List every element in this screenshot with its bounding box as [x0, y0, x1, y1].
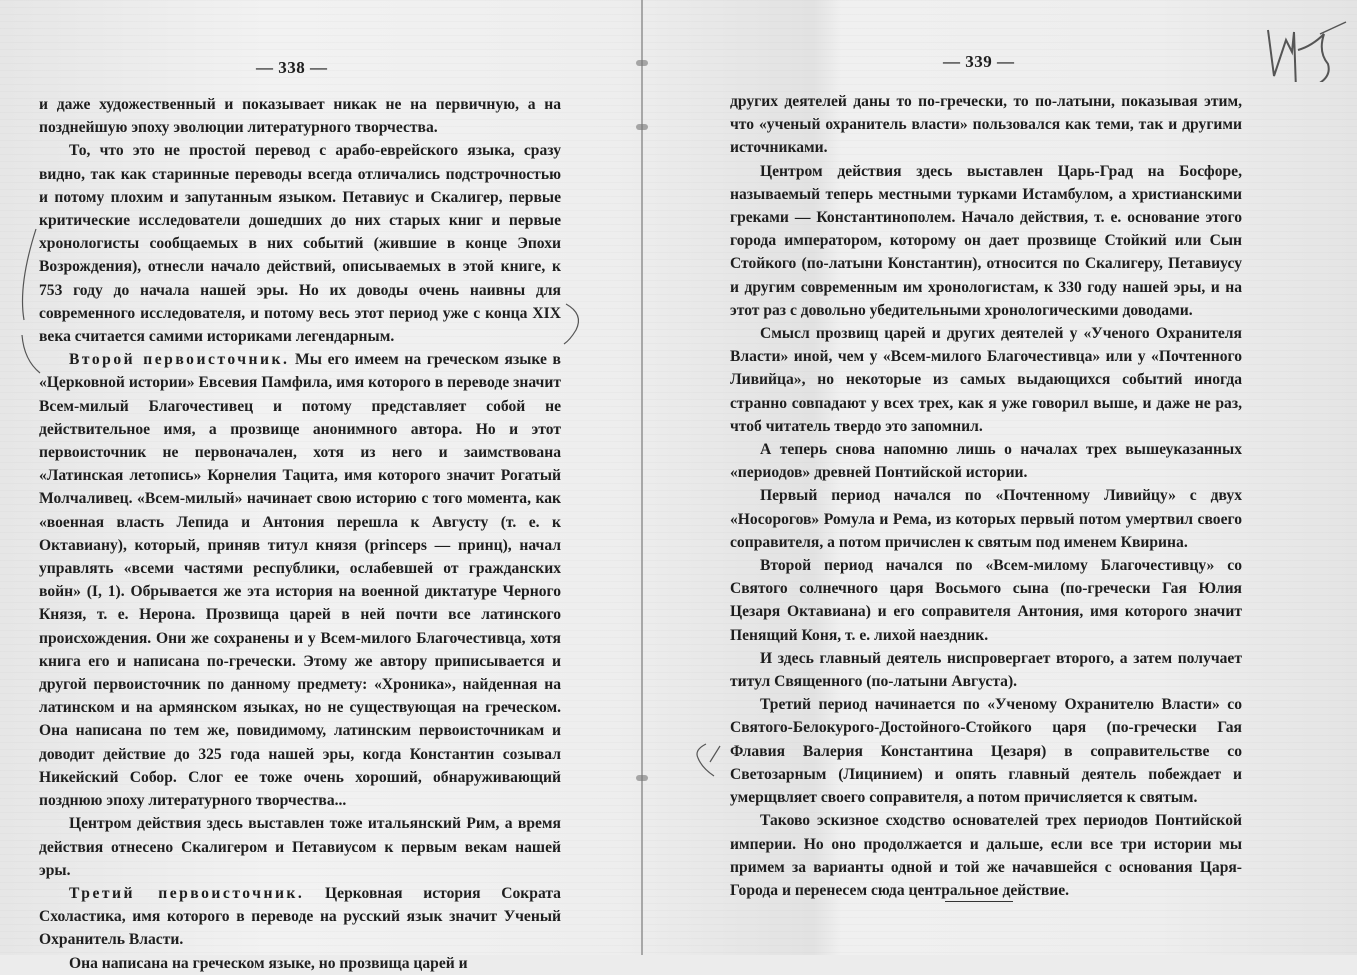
paragraph: Центром действия здесь выставлен Царь-Град на Босфоре, называемый теперь местными турками Истамбулом, а христианскими греками — Константинополем. Начало действия, т. е. основание этого города императором, которому он дает прозвище Стойкий или Сын Стойкого (по-латыни Константин), относится по Скалигеру, Петавиусу и другим современным им хронологистам, к 330 году нашей эры, и на этот раз с довольно убедительными хронологическими доводами.	[730, 162, 1242, 319]
paragraph: и даже художественный и показывает никак не на первичную, а на позднейшую эпоху эволюции литературного творчества.	[39, 96, 561, 137]
right-page	[700, 0, 1357, 955]
end-of-chapter-rule	[945, 901, 1013, 902]
paragraph: А теперь снова напомню лишь о началах трех вышеуказанных «периодов» древней Понтийской истории.	[730, 441, 1242, 482]
paragraph: Она написана на греческом языке, но прозвища царей и	[69, 954, 468, 972]
paragraph: Третий первоисточник. Церковная история Сократа Схоластика, имя которого в переводе на русский язык значит Ученый Охранитель Власти.	[39, 884, 561, 949]
paragraph: Центром действия здесь выставлен тоже итальянский Рим, а время действия отнесено Скалигером и Петавиусом к первым векам нашей эры.	[39, 815, 561, 879]
page-number: — 339 —	[943, 52, 1015, 71]
binding-mark	[636, 60, 648, 66]
paragraph: других деятелей даны то по-гречески, то по-латыни, показывая этим, что «ученый охранитель власти» пользовался как теми, так и другими источниками.	[730, 93, 1242, 157]
pencil-margin-bracket-icon	[562, 300, 592, 350]
paragraph: Первый период начался по «Почтенному Ливийцу» с двух «Носорогов» Ромула и Рема, из которых первый потом умертвил своего соправителя, а потом причислен к святым под именем Квирина.	[730, 487, 1242, 551]
pencil-check-mark-icon	[692, 740, 728, 780]
handwritten-page-number-icon	[1262, 12, 1348, 82]
paragraph: И здесь главный деятель ниспровергает второго, а затем получает титул Священного (по-латыни Августа).	[730, 649, 1242, 691]
paragraph: Третий период начинается по «Ученому Охранителю Власти» со Святого-Белокурого-Достойного-Стойкого царя (по-гречески Гая Флавия Валерия Константина Цезаря) в соправительстве со Светозарным (Лицинием) и опять главный деятель побеждает и умерщвляет своего соправителя, а потом причисляется к святым.	[730, 696, 1242, 807]
paragraph: Смысл прозвищ царей и других деятелей у «Ученого Охранителя Власти» иной, чем у «Всем-милого Благочестивца» или у «Почтенного Ливийца», но некоторые из самых выдающихся событий иногда странно совпадают у всех трех, как я уже говорил выше, и даже не раз, чтоб читатель твердо это запомнил.	[730, 325, 1242, 435]
section-lead: Второй первоисточник.	[69, 351, 290, 369]
page-body	[39, 93, 561, 975]
paragraph: Второй первоисточник. Мы его имеем на греческом языке в «Церковной истории» Евсевия Памфила, имя которого в переводе значит Всем-милый Благочестивец и потому представляет собой не действительное имя, а прозвище анонимного автора. Но и этот первоисточник не первоначален, хотя из него и заимствована «Латинская летопись» Корнелия Тацита, имя которого значит Рогатый Молчаливец. «Всем-милый» начинает свою историю с того момента, как «военная власть Лепида и Антония перешла к Августу (т. е. к Октавиану), который, приняв титул князя (princeps — принц), начал управлять «всеми частями республики, ослабевшей от гражданских войн» (I, 1). Обрывается же эта история на военной диктатуре Черного Князя, т. е. Нерона. Прозвища царей в ней почти все латинского происхождения. Они же сохранены и у Всем-милого Благочестивца, хотя книга его и написана по-гречески. Этому же автору приписывается и другой первоисточник по данному предмету: «Хроника», найденная на латинском и на армянском языках, но не существующая на греческом. Она написана по тем же, повидимому, латинским первоисточникам и доводит действие до 325 года нашей эры, когда Константин созывал Никейский Собор. Слог ее тоже очень хороший, обнаруживающий позднюю эпоху литературного творчества...	[39, 351, 561, 810]
binding-mark	[636, 775, 648, 781]
pencil-margin-bracket-icon	[14, 225, 44, 375]
paragraph: То, что это не простой перевод с арабо-еврейского языка, сразу видно, так как старинные переводы всегда отличались подстрочностью и потому плохим и запутанным языком. Петавиус и Скалигер, первые критические исследователи дошедших до них старых книг и первые хронологисты сообщаемых в них событий (жившие в конце Эпохи Возрождения), отнесли начало действий, описываемых в этой книге, к 753 году до начала нашей эры. Но их доводы очень наивны для современного исследователя, и потому весь этот период уже с конца XIX века считается самими историками легендарным.	[39, 142, 561, 346]
binding-mark	[636, 124, 648, 130]
page-number: — 338 —	[256, 58, 328, 77]
left-page	[0, 0, 600, 972]
paragraph: Второй период начался по «Всем-милому Благочестивцу» со Святого солнечного царя Восьмого сына (по-гречески Гая Юлия Цезаря Октавиана) и его соправителя Антония, имя которого значит Пенящий Коня, т. е. лихой наездник.	[730, 557, 1242, 644]
paragraph: Таково эскизное сходство основателей трех периодов Понтийской империи. Но оно продолжается и дальше, если все три истории мы примем за варианты одной и той же начавшейся с основания Царя-Города и перенесем сюда центральное действие.	[730, 812, 1242, 899]
section-lead: Третий первоисточник.	[69, 884, 305, 902]
page-gutter	[641, 0, 643, 955]
page-body	[730, 90, 1242, 902]
